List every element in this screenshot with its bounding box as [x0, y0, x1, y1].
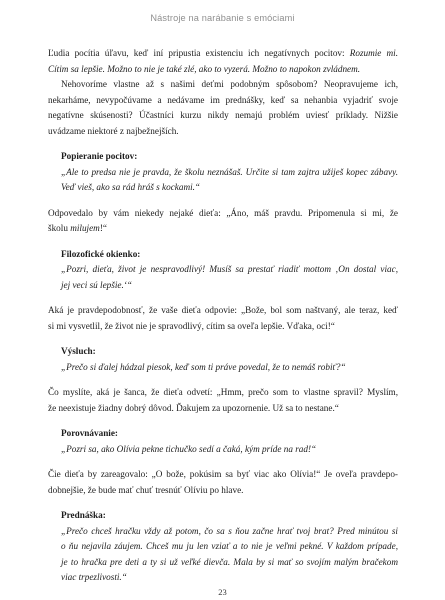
- text-line: nekarháme, nevypočúvame a nedávame im prednášky, keď sa nehanbia vyjadriť svoje: [48, 94, 398, 105]
- example-quote-line: „Prečo si ďalej hádzal piesok, keď som ti práve povedal, že to nemáš robiť?“: [61, 361, 346, 372]
- example-lecture: [61, 508, 398, 586]
- italic-text: Cítim sa lepšie. Možno to nie je také zlé, ako to vyzerá. Možno to napokon zvládnem.: [48, 63, 361, 74]
- example-quote-line: jej veci sú lepšie.‘“: [61, 279, 132, 290]
- running-head: Nástroje na narábanie s emóciami: [150, 13, 295, 23]
- example-quote-line: „Ale to predsa nie je pravda, že školu neznášaš. Určite si tam zajtra užiješ kopec zábavy.: [61, 166, 398, 177]
- example-heading: Výsluch:: [61, 346, 96, 356]
- text-line: [48, 46, 398, 62]
- example-heading: Filozofické okienko:: [61, 248, 141, 259]
- example-heading: Popieranie pocitov:: [61, 151, 138, 161]
- text-span: Ľudia pocítia úľavu, keď iní pripustia existenciu ich negatívnych pocitov:: [48, 48, 350, 58]
- text-line: [48, 62, 398, 78]
- example-quote-line: viac trpezlivosti.“: [61, 572, 127, 582]
- example-philosophical-response: [61, 247, 398, 294]
- child-response-paragraph: [48, 206, 398, 237]
- child-response-paragraph: [48, 303, 398, 334]
- intro-paragraph: [48, 77, 398, 139]
- italic-text: Rozumie mi.: [349, 48, 399, 58]
- child-response-paragraph: [48, 467, 398, 498]
- example-quote-line: o ňu nejavila záujem. Chceš mu ju len vziať a to nie je veľmi pekné. V každom prípade,: [61, 541, 398, 551]
- example-heading: Porovnávanie:: [61, 428, 118, 438]
- text-line: že neexistuje žiadny dobrý dôvod. Ďakujem za upozornenie. Už sa to nestane.“: [48, 402, 339, 413]
- text-span: školu: [48, 223, 71, 233]
- page-body: [48, 46, 398, 586]
- text-line: Odpovedalo by vám niekedy nejaké dieťa: „Áno, máš pravdu. Pripomenula si mi, že: [48, 207, 398, 218]
- text-line: negatívne skúsenosti? Účastníci kurzu nikdy nemajú problém uviesť príklady. Nižšie: [48, 110, 398, 120]
- text-line: Čo myslíte, aká je šanca, že dieťa odvetí: „Hmm, prečo som to vlastne spravil? Myslím,: [48, 387, 398, 397]
- example-comparison: [61, 426, 398, 457]
- text-line: Aká je pravdepodobnosť, že vaše dieťa odpovie: „Bože, bol som naštvaný, ale teraz, keď: [48, 305, 398, 315]
- child-response-paragraph: [48, 385, 398, 416]
- example-questioning: [61, 344, 398, 375]
- example-quote-line: Veď vieš, ako sa rád hráš s kockami.“: [61, 182, 201, 192]
- intro-paragraph: [48, 46, 398, 77]
- text-line: [48, 221, 398, 237]
- italic-text: milujem: [70, 223, 100, 233]
- example-quote-line: „Pozri, dieťa, život je nespravodlivý! Musíš sa prestať riadiť mottom ‚On dostal viac,: [61, 264, 398, 274]
- example-denying-feelings: [61, 149, 398, 196]
- text-span: !“: [99, 223, 107, 233]
- example-quote-line: je to hračka pre deti a ty si už veľké dievča. Mala by si mať so svojím malým bračekom: [61, 556, 398, 567]
- example-heading: Prednáška:: [61, 510, 106, 520]
- text-line: si mi vysvetlil, že život nie je spravodlivý, cítim sa oveľa lepšie. Vďaka, oci!“: [48, 320, 335, 331]
- example-quote-line: „Prečo chceš hračku vždy až potom, čo sa s ňou začne hrať tvoj brat? Pred minútou si: [61, 525, 398, 536]
- example-quote-line: „Pozri sa, ako Olívia pekne tichučko sedí a čaká, kým príde na rad!“: [61, 443, 317, 454]
- page-number: 23: [218, 587, 227, 597]
- text-line: Čie dieťa by zareagovalo: „O bože, pokúsim sa byť viac ako Olívia!“ Je oveľa pravdepo-: [48, 469, 398, 479]
- text-line: uvádzame niektoré z najbežnejších.: [48, 125, 179, 136]
- text-line: Nehovoríme vlastne až s našimi deťmi podobným spôsobom? Neopravujeme ich,: [61, 79, 398, 89]
- text-line: dobnejšie, že bude mať chuť tresnúť Olíviu po hlave.: [48, 484, 244, 495]
